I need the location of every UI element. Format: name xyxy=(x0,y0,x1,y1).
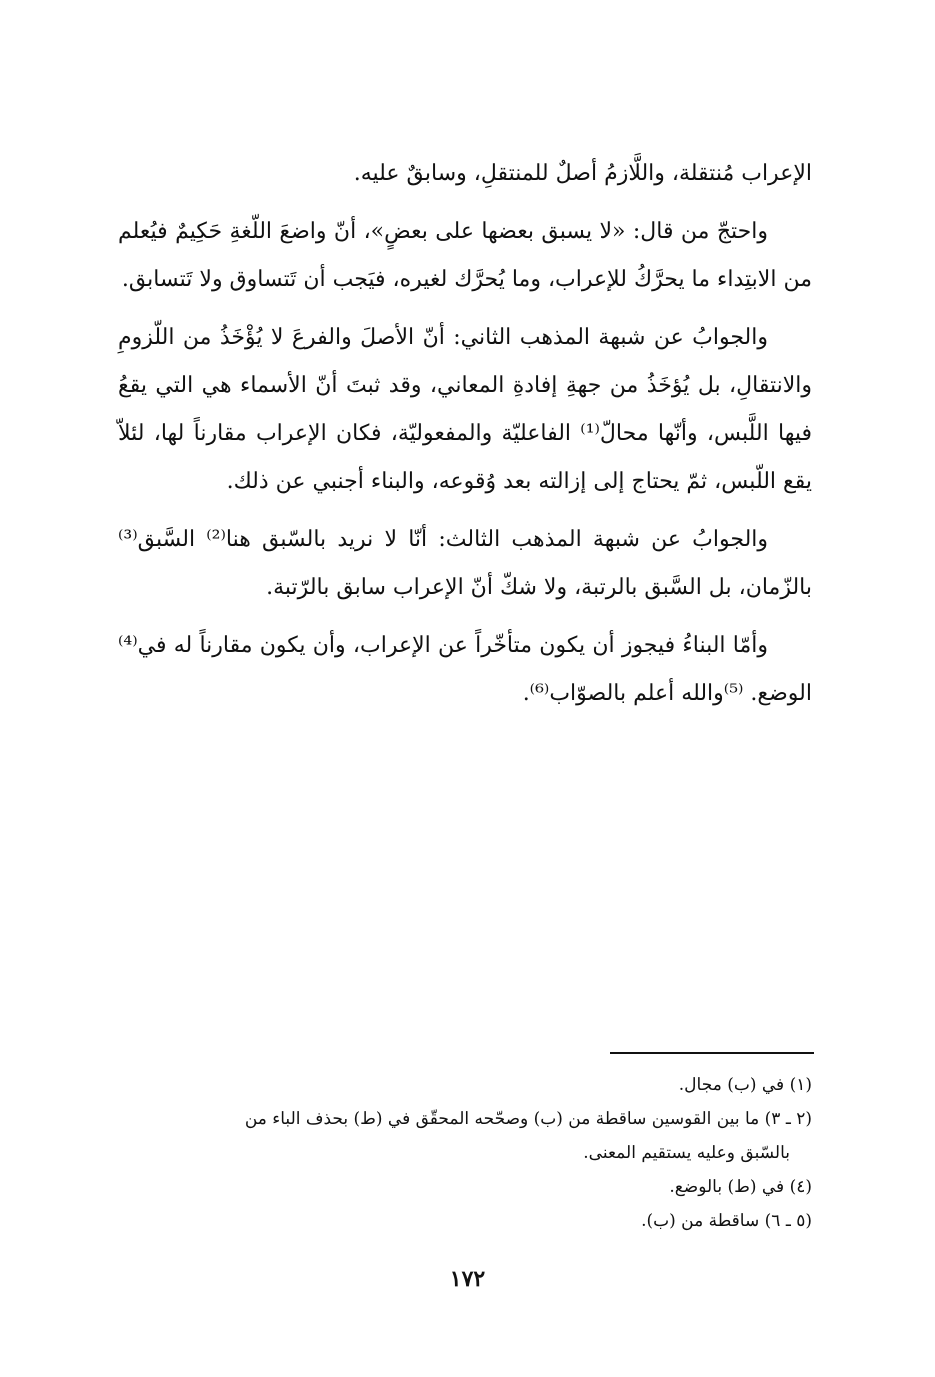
paragraph-2: واحتجّ من قال: «لا يسبق بعضها على بعضٍ»، أنّ واضعَ اللّغةِ حَكِيمٌ فيُعلم من الابتِداء ما يحرَّكُ للإعراب، وما يُحرَّك لغيره، فيَجب أن تَتساوق ولا تَتسابق. xyxy=(118,219,812,292)
page-number: ١٧٢ xyxy=(449,1266,486,1292)
footnote-text: (٤) في (ط) بالوضع. xyxy=(669,1177,812,1197)
paragraph-5: وأمّا البناءُ فيجوز أن يكون متأخّراً عن الإعراب، وأن يكون مقارناً له في⁽⁴⁾ الوضع. ⁽⁵⁾والله أعلم بالصوّاب⁽⁶⁾. xyxy=(118,633,812,706)
footnote-text: (١) في (ب) مجال. xyxy=(678,1075,812,1095)
footnote-5-6 xyxy=(118,1204,812,1238)
footnote-continuation: بالسّبق وعليه يستقيم المعنى. xyxy=(583,1143,790,1163)
paragraph-1: الإعراب مُنتقلة، واللَّازمُ أصلٌ للمنتقلِ، وسابقٌ عليه. xyxy=(353,161,812,186)
footnote-4 xyxy=(118,1170,812,1204)
footnote-1 xyxy=(118,1068,812,1102)
footnote-text: (٢ ـ ٣) ما بين القوسين ساقطة من (ب) وصحّحه المحقّق في (ط) بحذف الباء من xyxy=(244,1109,812,1129)
footnotes xyxy=(118,1068,812,1238)
main-text xyxy=(118,150,812,728)
footnote-text: (٥ ـ ٦) ساقطة من (ب). xyxy=(641,1211,812,1231)
paragraph-4: والجوابُ عن شبهة المذهب الثالث: أنّا لا نريد بالسّبق هنا⁽²⁾ السَّبق⁽³⁾ بالزّمان، بل السَّبق بالرتبة، ولا شكّ أنّ الإعراب سابق بالرّتبة. xyxy=(118,527,812,600)
footnote-divider xyxy=(610,1052,814,1054)
footnote-2-3 xyxy=(118,1102,812,1170)
paragraph-3: والجوابُ عن شبهة المذهب الثاني: أنّ الأصلَ والفرعَ لا يُؤْخَذُ من اللّزومِ والانتقالِ، بل يُؤخَذُ من جهةِ إفادةِ المعاني، وقد ثبتَ أنّ الأسماء هي التي يقعُ فيها اللَّبس، وأنّها محالّ⁽¹⁾ الفاعليّة والمفعوليّة، فكان الإعراب مقارناً لها، لئلاّ يقع اللّبس، ثمّ يحتاج إلى إزالته بعد وُقوعه، والبناء أجنبي عن ذلك. xyxy=(118,325,812,494)
